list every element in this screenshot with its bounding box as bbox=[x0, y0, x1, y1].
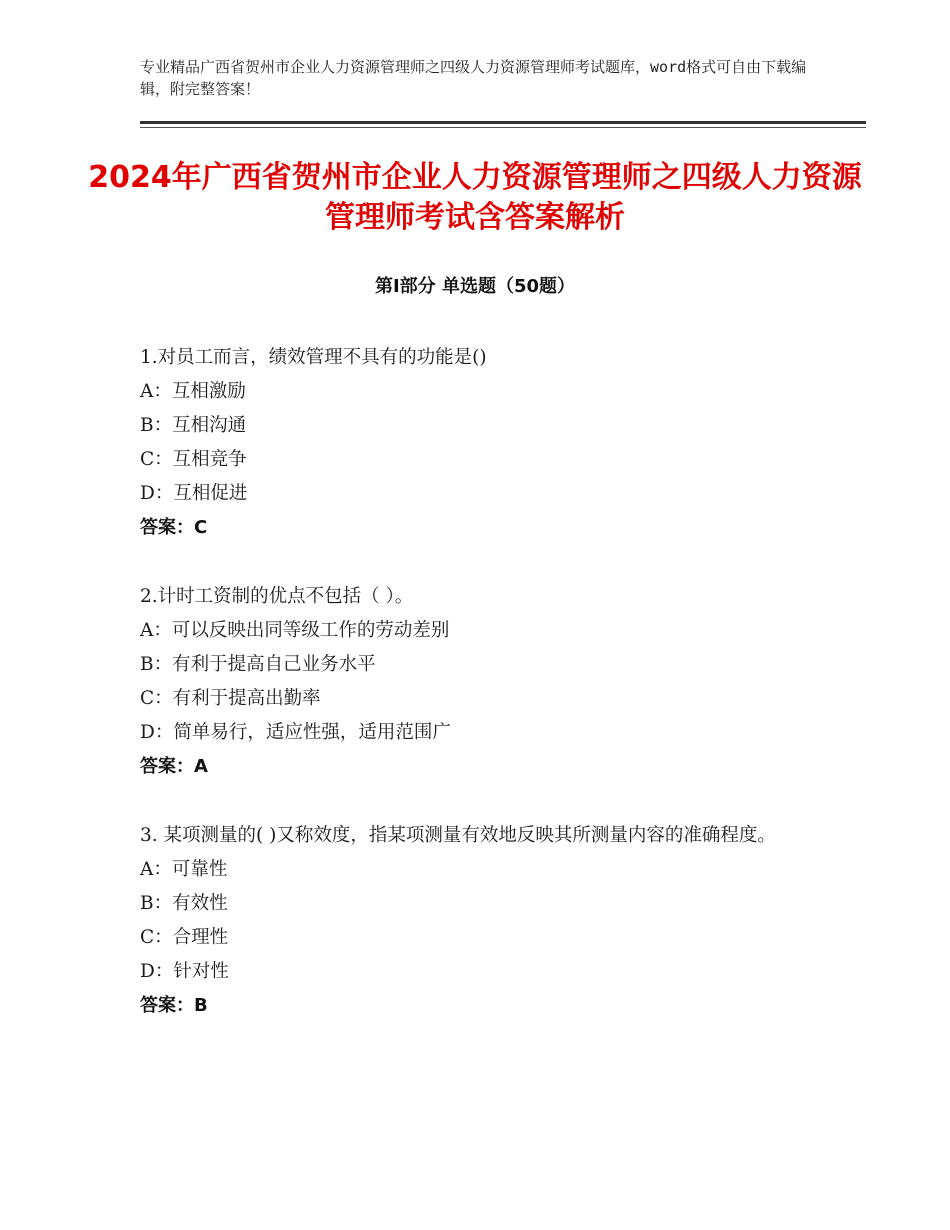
header-rule-thick bbox=[140, 121, 866, 124]
question-2 bbox=[140, 580, 820, 784]
question-stem: 1.对员工而言，绩效管理不具有的功能是() bbox=[140, 347, 487, 368]
option-c: C：合理性 bbox=[140, 927, 229, 948]
section-title: 第Ⅰ部分 单选题（50题） bbox=[374, 276, 575, 297]
answer: 答案：C bbox=[140, 517, 208, 538]
question-stem: 3. 某项测量的( )又称效度，指某项测量有效地反映其所测量内容的准确程度。 bbox=[140, 825, 776, 846]
option-a: A：可靠性 bbox=[140, 859, 228, 880]
header-rule-thin bbox=[140, 127, 866, 128]
option-b: B：有利于提高自己业务水平 bbox=[140, 654, 376, 675]
option-b: B：有效性 bbox=[140, 893, 228, 914]
option-c: C：互相竞争 bbox=[140, 449, 247, 470]
option-d: D：互相促进 bbox=[140, 483, 248, 504]
header-note: 专业精品广西省贺州市企业人力资源管理师之四级人力资源管理师考试题库，word格式可自由下载编辑，附完整答案！ bbox=[140, 58, 807, 98]
question-1 bbox=[140, 341, 820, 545]
question-3 bbox=[140, 819, 800, 1023]
answer: 答案：B bbox=[140, 995, 208, 1016]
option-a: A：可以反映出同等级工作的劳动差别 bbox=[140, 620, 450, 641]
answer: 答案：A bbox=[140, 756, 208, 777]
document-title: 2024年广西省贺州市企业人力资源管理师之四级人力资源管理师考试含答案解析 bbox=[88, 160, 862, 235]
option-b: B：互相沟通 bbox=[140, 415, 247, 436]
option-d: D：针对性 bbox=[140, 961, 229, 982]
option-a: A：互相激励 bbox=[140, 381, 246, 402]
question-stem: 2.计时工资制的优点不包括（ ）。 bbox=[140, 586, 414, 607]
option-d: D：简单易行，适应性强，适用范围广 bbox=[140, 722, 451, 743]
option-c: C：有利于提高出勤率 bbox=[140, 688, 321, 709]
